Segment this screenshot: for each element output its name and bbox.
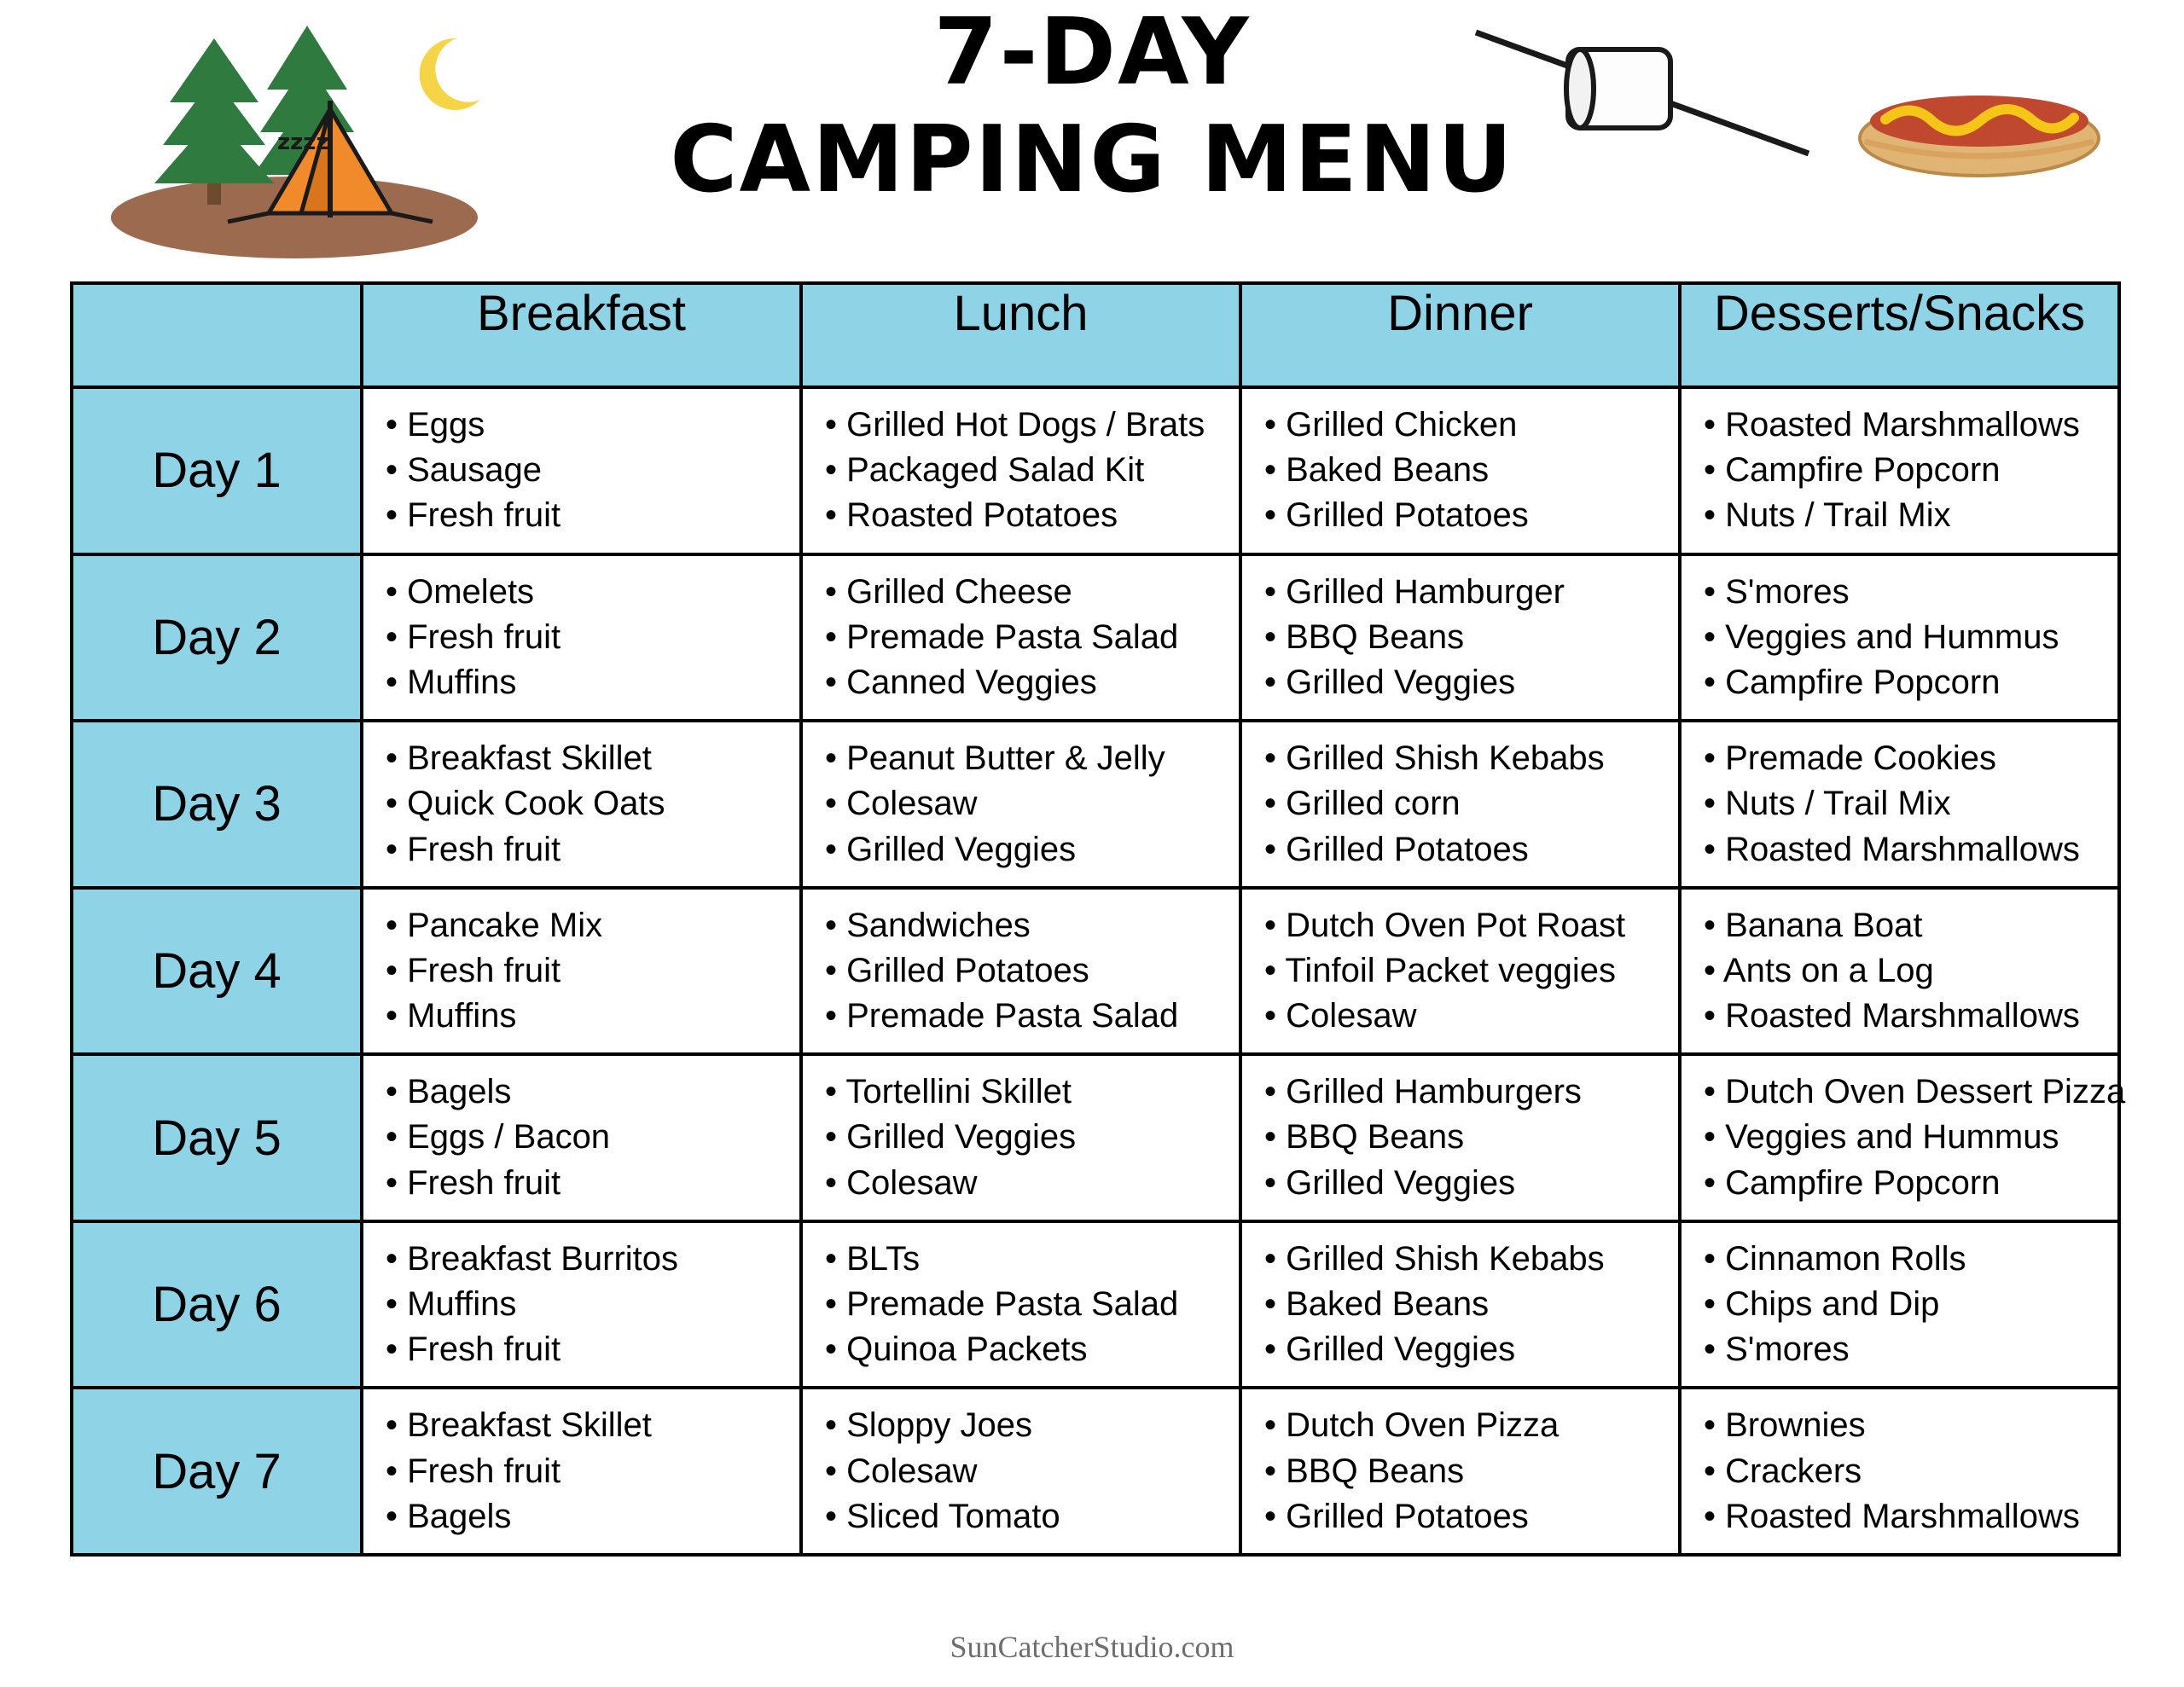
list-item: • Fresh fruit [386,615,791,660]
desserts-cell [1680,888,2119,1055]
list-item: • Fresh fruit [386,1327,791,1372]
list-item: • Premade Pasta Salad [825,615,1230,660]
list-item: • Grilled corn [1264,781,1670,826]
list-item: • Bagels [386,1494,791,1539]
table-body [72,387,2126,1555]
table-row [72,888,2119,1055]
table-row [72,1054,2119,1221]
list-item: • BLTs [825,1237,1230,1282]
list-item: • Grilled Veggies [825,1115,1230,1160]
breakfast-cell [362,1388,801,1555]
list-item: • S'mores [1704,570,2109,615]
list-item: • Eggs / Bacon [386,1115,791,1160]
list-item: • Muffins [386,1282,791,1327]
list-item: • Roasted Marshmallows [1704,1494,2109,1539]
list-item: • Quinoa Packets [825,1327,1230,1372]
breakfast-cell [362,1221,801,1388]
list-item: • Grilled Hamburger [1264,570,1670,615]
day-label: Day 2 [72,554,362,722]
lunch-cell [801,554,1240,722]
list-item: • Nuts / Trail Mix [1704,493,2109,538]
table-row [72,387,2119,554]
list-item: • Sausage [386,448,791,493]
list-item: • Grilled Hot Dogs / Brats [825,403,1230,448]
list-item: • Grilled Potatoes [1264,1494,1670,1539]
dinner-cell [1240,1054,1680,1221]
list-item: • Dutch Oven Pizza [1264,1403,1670,1448]
list-item: • Grilled Shish Kebabs [1264,736,1670,781]
dinner-cell [1240,1221,1680,1388]
list-item: • Premade Pasta Salad [825,1282,1230,1327]
day-label: Day 3 [72,721,362,888]
list-item: • Nuts / Trail Mix [1704,781,2109,826]
list-item: • Pancake Mix [386,903,791,948]
table-header [72,283,2119,387]
list-item: • Colesaw [1264,994,1670,1039]
table-row [72,721,2119,888]
lunch-cell [801,888,1240,1055]
list-item: • Omelets [386,570,791,615]
list-item: • Grilled Potatoes [1264,493,1670,538]
list-item: • Breakfast Burritos [386,1237,791,1282]
list-item: • Canned Veggies [825,660,1230,705]
lunch-cell [801,1054,1240,1221]
list-item: • Banana Boat [1704,903,2109,948]
list-item: • Grilled Potatoes [1264,827,1670,872]
list-item: • Premade Pasta Salad [825,994,1230,1039]
breakfast-cell [362,721,801,888]
breakfast-cell [362,387,801,554]
list-item: • Grilled Potatoes [825,948,1230,994]
marshmallow-on-stick-icon [1467,17,1826,171]
footer-credit: SunCatcherStudio.com [950,1630,1234,1664]
breakfast-cell [362,888,801,1055]
list-item: • Campfire Popcorn [1704,1161,2109,1206]
list-item: • Tinfoil Packet veggies [1264,948,1670,994]
dinner-cell [1240,1388,1680,1555]
lunch-cell [801,1388,1240,1555]
list-item: • Crackers [1704,1449,2109,1494]
list-item: • Fresh fruit [386,493,791,538]
day-label: Day 7 [72,1388,362,1555]
list-item: • Campfire Popcorn [1704,448,2109,493]
list-item: • Grilled Shish Kebabs [1264,1237,1670,1282]
list-item: • BBQ Beans [1264,615,1670,660]
header-dinner: Dinner [1240,283,1680,387]
list-item: • Roasted Marshmallows [1704,403,2109,448]
list-item: • Brownies [1704,1403,2109,1448]
header-breakfast: Breakfast [362,283,801,387]
list-item: • Cinnamon Rolls [1704,1237,2109,1282]
list-item: • Bagels [386,1070,791,1115]
list-item: • Grilled Chicken [1264,403,1670,448]
list-item: • Fresh fruit [386,1449,791,1494]
breakfast-cell [362,1054,801,1221]
breakfast-cell [362,554,801,722]
list-item: • Muffins [386,994,791,1039]
list-item: • Roasted Marshmallows [1704,994,2109,1039]
page-header [0,0,2184,273]
list-item: • Baked Beans [1264,448,1670,493]
list-item: • Roasted Marshmallows [1704,827,2109,872]
list-item: • Chips and Dip [1704,1282,2109,1327]
header-row [72,283,2119,387]
list-item: • Dutch Oven Pot Roast [1264,903,1670,948]
list-item: • Packaged Salad Kit [825,448,1230,493]
list-item: • BBQ Beans [1264,1115,1670,1160]
list-item: • Grilled Veggies [1264,1327,1670,1372]
header-corner [72,283,362,387]
lunch-cell [801,1221,1240,1388]
list-item: • Grilled Veggies [1264,1161,1670,1206]
list-item: • BBQ Beans [1264,1449,1670,1494]
list-item: • Veggies and Hummus [1704,1115,2109,1160]
list-item: • Breakfast Skillet [386,736,791,781]
desserts-cell [1680,1221,2119,1388]
dinner-cell [1240,888,1680,1055]
list-item: • Grilled Hamburgers [1264,1070,1670,1115]
list-item: • Colesaw [825,1449,1230,1494]
list-item: • Quick Cook Oats [386,781,791,826]
title-line-2: CAMPING MENU [670,107,1514,213]
list-item: • Dutch Oven Dessert Pizza [1704,1070,2109,1115]
list-item: • Fresh fruit [386,948,791,994]
list-item: • S'mores [1704,1327,2109,1372]
camping-menu-table [70,281,2126,1557]
list-item: • Colesaw [825,1161,1230,1206]
list-item: • Breakfast Skillet [386,1403,791,1448]
desserts-cell [1680,721,2119,888]
list-item: • Sandwiches [825,903,1230,948]
table-row [72,554,2119,722]
list-item: • Ants on a Log [1704,948,2109,994]
list-item: • Veggies and Hummus [1704,615,2109,660]
svg-text:zzzz: zzzz [277,130,329,155]
list-item: • Grilled Veggies [825,827,1230,872]
hotdog-icon [1851,60,2107,196]
list-item: • Fresh fruit [386,1161,791,1206]
list-item: • Colesaw [825,781,1230,826]
lunch-cell [801,721,1240,888]
list-item: • Grilled Veggies [1264,660,1670,705]
table-row [72,1388,2119,1555]
day-label: Day 4 [72,888,362,1055]
list-item: • Premade Cookies [1704,736,2109,781]
desserts-cell [1680,554,2119,722]
header-desserts: Desserts/Snacks [1680,283,2119,387]
dinner-cell [1240,387,1680,554]
title-line-1: 7-DAY [933,0,1251,106]
table-row [72,1221,2119,1388]
list-item: • Sloppy Joes [825,1403,1230,1448]
list-item: • Fresh fruit [386,827,791,872]
header-lunch: Lunch [801,283,1240,387]
list-item: • Sliced Tomato [825,1494,1230,1539]
list-item: • Muffins [386,660,791,705]
list-item: • Baked Beans [1264,1282,1670,1327]
lunch-cell [801,387,1240,554]
list-item: • Eggs [386,403,791,448]
list-item: • Peanut Butter & Jelly [825,736,1230,781]
dinner-cell [1240,554,1680,722]
desserts-cell [1680,1054,2126,1221]
day-label: Day 1 [72,387,362,554]
day-label: Day 5 [72,1054,362,1221]
list-item: • Grilled Cheese [825,570,1230,615]
desserts-cell [1680,387,2119,554]
desserts-cell [1680,1388,2119,1555]
day-label: Day 6 [72,1221,362,1388]
list-item: • Campfire Popcorn [1704,660,2109,705]
list-item: • Tortellini Skillet [825,1070,1230,1115]
dinner-cell [1240,721,1680,888]
list-item: • Roasted Potatoes [825,493,1230,538]
